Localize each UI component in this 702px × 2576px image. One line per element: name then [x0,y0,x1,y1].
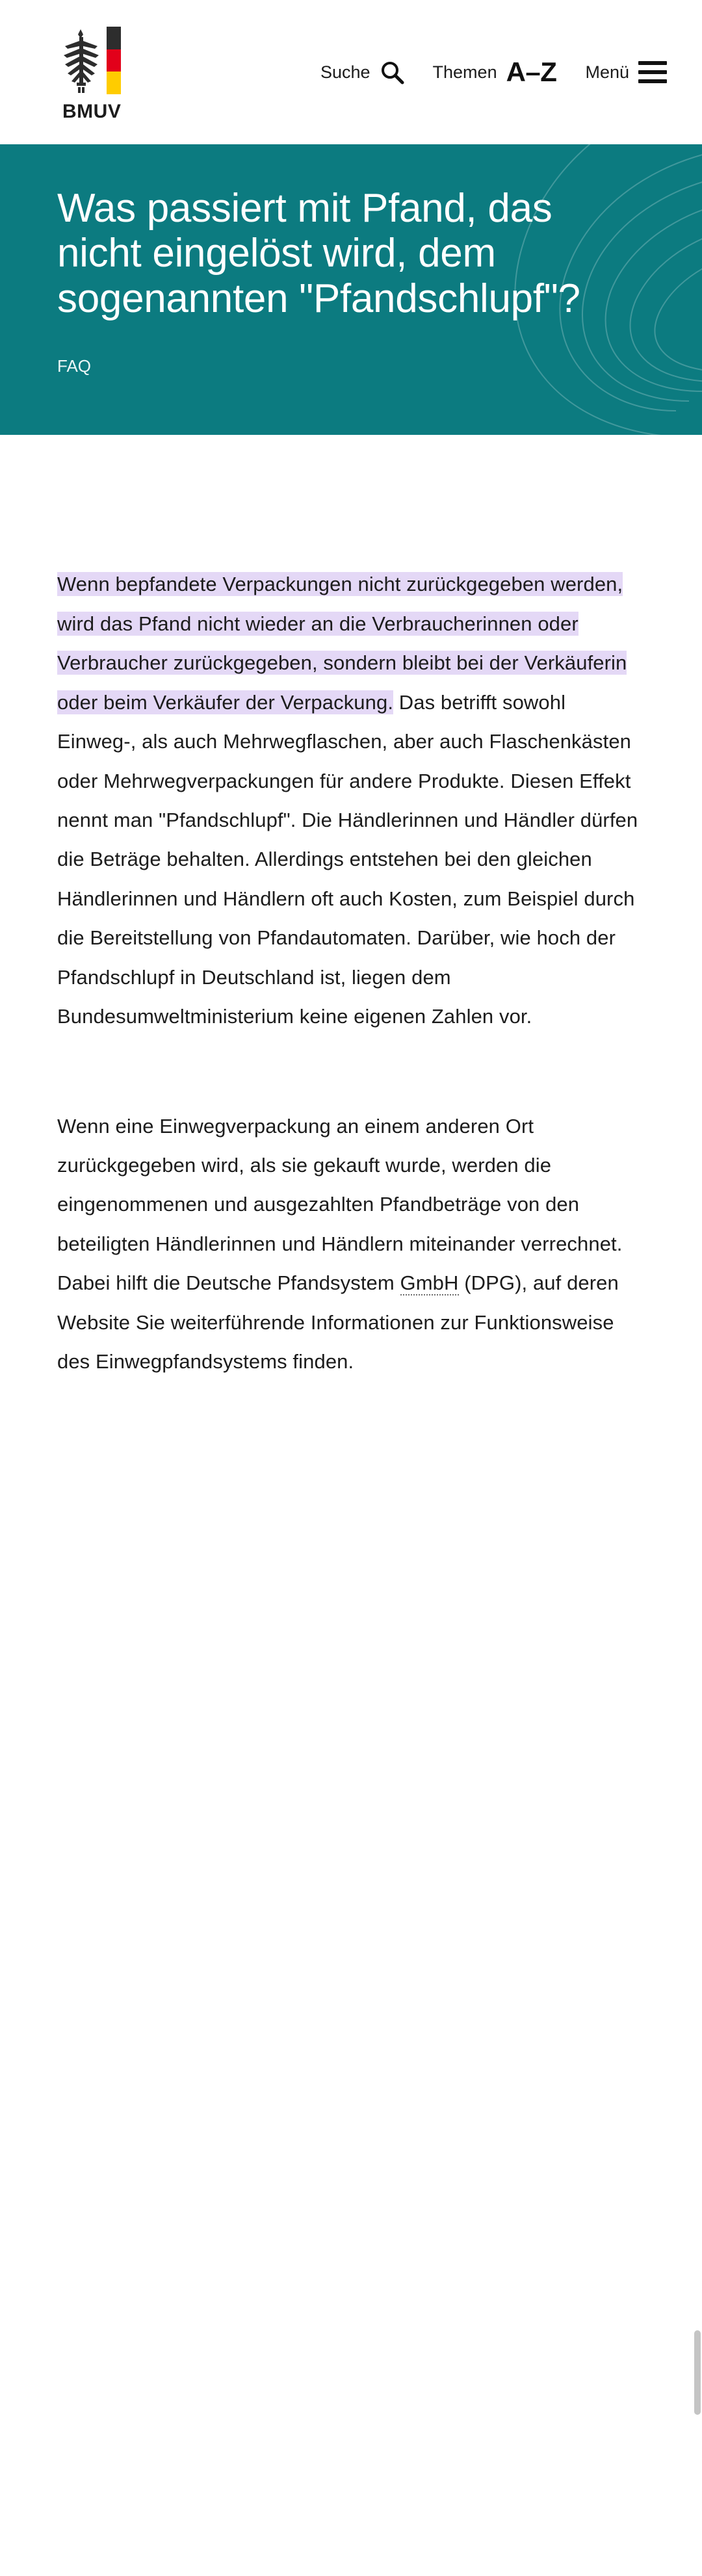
logo-text: BMUV [62,101,122,122]
paragraph-2 [57,1107,645,1382]
hero-banner [0,144,702,435]
topics-label: Themen [432,62,497,82]
paragraph-1 [57,565,645,1036]
federal-eagle-icon [61,27,101,94]
paragraph-1-rest: Das betrifft sowohl Einweg-, als auch Mehrwegflaschen, aber auch Flaschenkästen oder Mehrwegverpackungen für andere Produkte. Diesen Effekt nennt man "Pfandschlupf". Die Händlerinnen und Händler dürfen die Beträge behalten. Allerdings entstehen bei den gleichen Händlerinnen und Händlern oft auch Kosten, zum Beispiel durch die Bereitstellung von Pfandautomaten. Darüber, wie hoch der Pfandschlupf in Deutschland ist, liegen dem Bundesumweltministerium keine eigenen Zahlen vor. [57,690,638,1028]
abbreviation-gmbh: GmbH [400,1271,459,1295]
page-kicker: FAQ [57,356,92,376]
vertical-scrollbar[interactable] [693,0,702,2576]
page-title: Was passiert mit Pfand, das nicht eingelöst wird, dem sogenannten "Pfandschlupf"? [57,186,580,321]
menu-button[interactable] [585,61,667,83]
az-label: A–Z [506,57,557,87]
hamburger-icon[interactable] [638,61,667,83]
logo-mark [61,21,121,94]
search-label: Suche [320,62,370,82]
article-body [0,435,702,1407]
header-navigation [320,57,671,88]
search-icon[interactable] [380,60,404,85]
menu-label: Menü [585,62,629,82]
highlighted-text: Wenn bepfandete Verpackungen nicht zurückgegeben werden, wird das Pfand nicht wieder an die Verbraucherinnen oder Verbraucher zurückgegeben, sondern bleibt bei der Verkäuferin oder beim Verkäufer der Verpackung. [57,573,627,714]
bmuv-logo[interactable] [36,21,150,123]
paragraph-2-part-b: (DPG), auf deren Website Sie weiterführende Informationen zur Funktionsweise des Einwegpfandsystems finden. [57,1271,619,1373]
site-header [0,0,702,144]
paragraph-2-part-a: Wenn eine Einwegverpackung an einem anderen Ort zurückgegeben wird, als sie gekauft wurde, werden die eingenommenen und ausgezahlten Pfandbeträge von den beteiligten Händlerinnen und Händlern miteinander verrechnet. Dabei hilft die Deutsche Pfandsystem [57,1114,623,1295]
topics-az-button[interactable] [433,57,557,88]
german-flag-icon [107,27,121,94]
search-button[interactable] [320,60,404,85]
scrollbar-thumb[interactable] [694,2330,701,2415]
